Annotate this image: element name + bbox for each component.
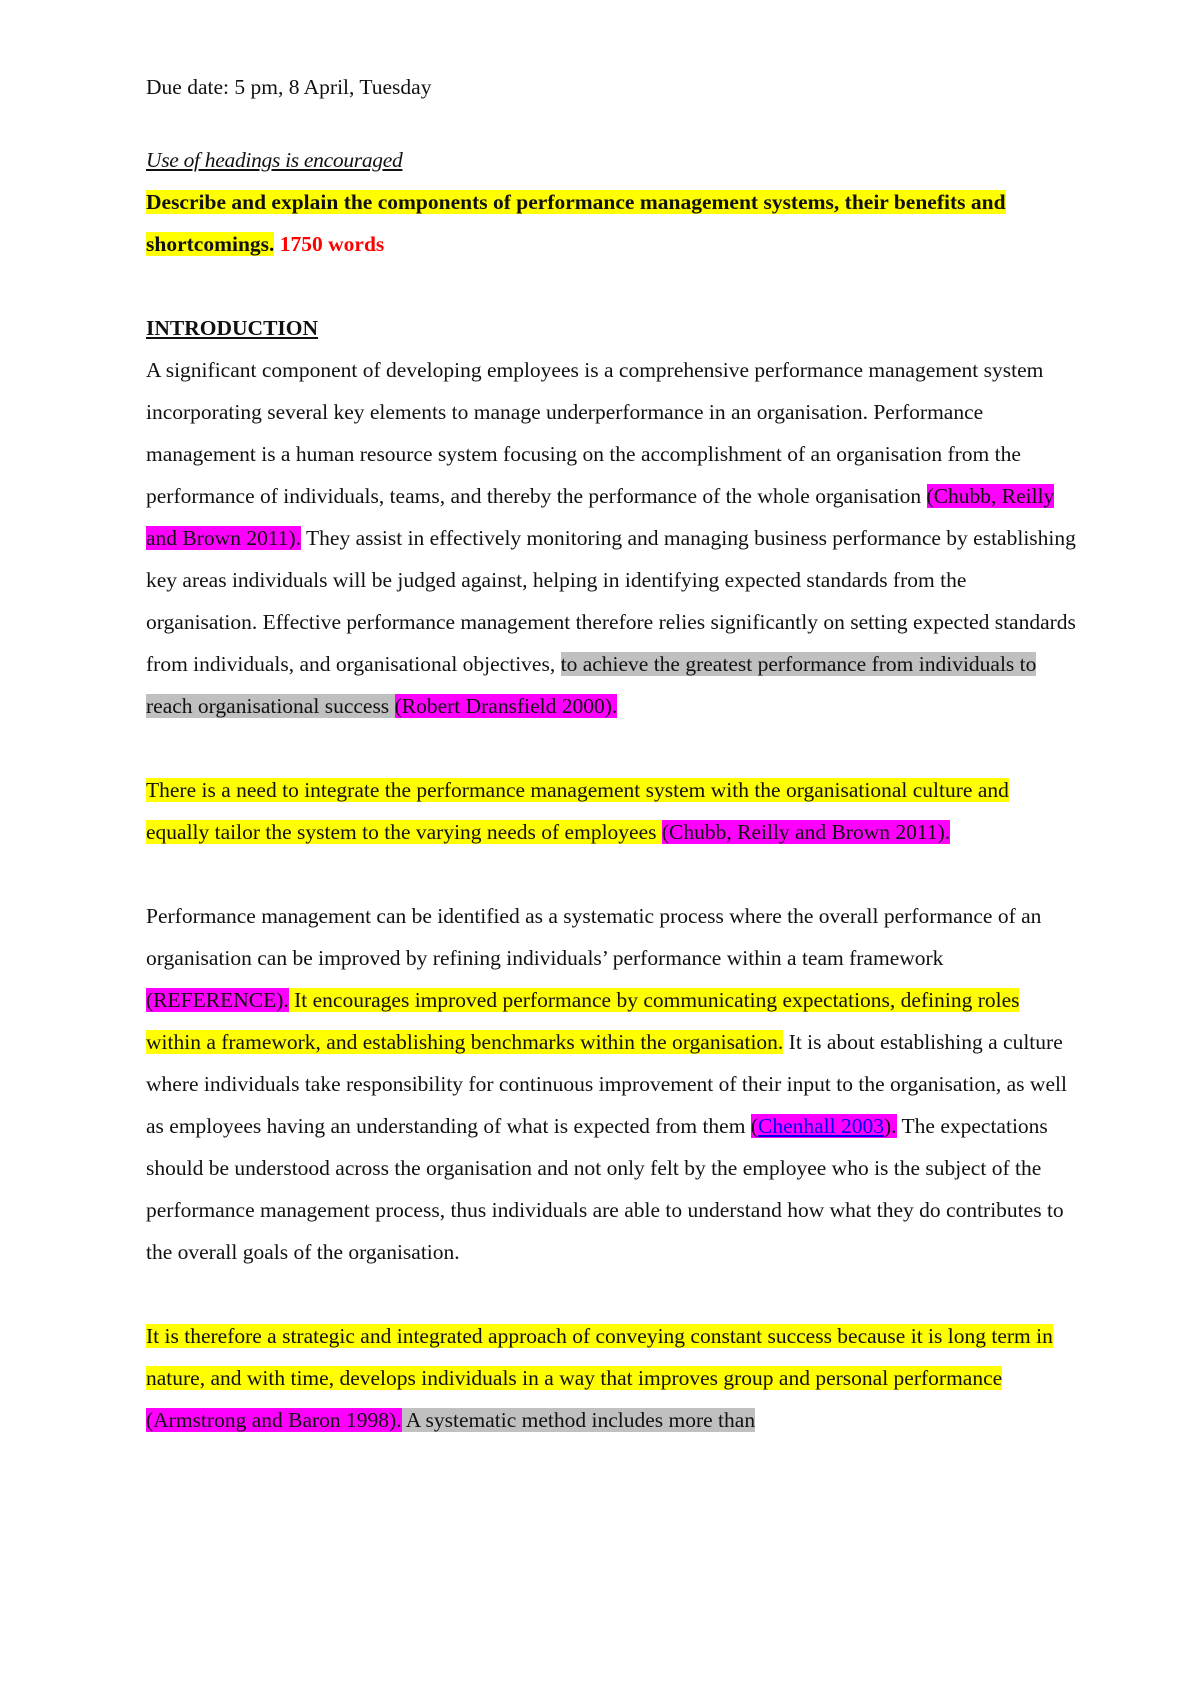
intro-p3-text-b: It is about establishing a culture where individuals take responsibility for continuous improvement of their input to the organisation, as well as employees having an understanding of what is expected from them: [146, 1030, 1067, 1138]
due-date: Due date: 5 pm, 8 April, Tuesday: [146, 75, 432, 99]
intro-p1-text-b: They assist in effectively monitoring and managing business performance by establishing key areas individuals will be judged against, helping in identifying expected standards from the organisation. Effective performance management therefore relies significantly on setting expected standards from individuals, and organisational objectives,: [146, 526, 1076, 676]
citation-reference-placeholder: (REFERENCE).: [146, 988, 289, 1012]
citation-chenhall-2003: [751, 1114, 897, 1138]
spacer: [146, 1273, 1076, 1315]
citation-armstrong-baron-1998: (Armstrong and Baron 1998).: [146, 1408, 402, 1432]
intro-paragraph-1: [146, 349, 1076, 727]
spacer: [146, 727, 1076, 769]
intro-p3-text-a: Performance management can be identified as a systematic process where the overall performance of an organisation can be improved by refining individuals’ performance within a team framework: [146, 904, 1042, 970]
section-title-introduction: INTRODUCTION: [146, 316, 319, 340]
intro-p3-yellow-text: It encourages improved performance by communicating expectations, defining roles within a framework, and establishing benchmarks within the organisation.: [146, 988, 1020, 1054]
spacer: [146, 853, 1076, 895]
document-page: [146, 66, 1076, 1441]
task-question-text: Describe and explain the components of performance management systems, their benefits and shortcomings.: [146, 190, 1006, 256]
intro-p2-text: There is a need to integrate the performance management system with the organisational culture and equally tailor the system to the varying needs of employees: [146, 778, 1009, 844]
headings-hint: [146, 139, 1076, 181]
citation-chubb-2011-b: (Chubb, Reilly and Brown 2011).: [661, 820, 951, 844]
intro-p3-text-c: The expectations should be understood across the organisation and not only felt by the employee who is the subject of the performance management process, thus individuals are able to understand how what they do contributes to the overall goals of the organisation.: [146, 1114, 1064, 1264]
citation-chubb-2011: (Chubb, Reilly and Brown 2011).: [146, 484, 1055, 550]
spacer: [146, 265, 1076, 307]
intro-p4-grey-text: A systematic method includes more than: [401, 1408, 756, 1432]
chenhall-reference-link[interactable]: Chenhall 2003: [758, 1114, 884, 1138]
intro-paragraph-4: [146, 1315, 1076, 1441]
intro-p1-grey-text: to achieve the greatest performance from individuals to reach organisational success: [146, 652, 1037, 718]
task-question: [146, 181, 1076, 265]
intro-p1-text-a: A significant component of developing employees is a comprehensive performance management system incorporating several key elements to manage underperformance in an organisation. Performance management is a human resource system focusing on the accomplishment of an organisation from the performance of individuals, teams, and thereby the performance of the whole organisation: [146, 358, 1044, 508]
citation-close-paren: ).: [884, 1114, 897, 1138]
intro-paragraph-3: [146, 895, 1076, 1273]
intro-paragraph-2: [146, 769, 1076, 853]
word-count: 1750 words: [279, 232, 385, 256]
intro-p4-yellow-text: It is therefore a strategic and integrated approach of conveying constant success because it is long term in nature, and with time, develops individuals in a way that improves group and personal performance: [146, 1324, 1053, 1390]
citation-open-paren: (: [750, 1114, 758, 1138]
citation-dransfield-2000: (Robert Dransfield 2000).: [394, 694, 618, 718]
headings-hint-text: Use of headings is encouraged: [146, 148, 403, 172]
